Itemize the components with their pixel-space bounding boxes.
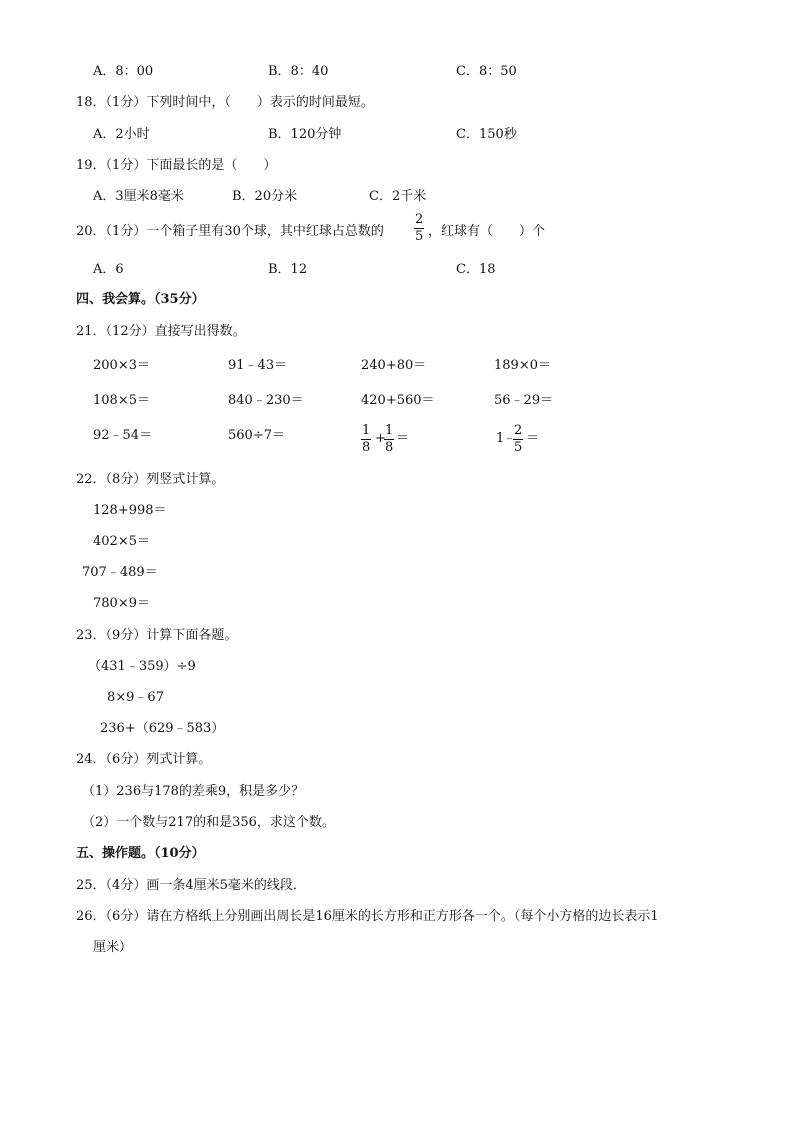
q17-option-a: A．8：00	[93, 64, 154, 79]
q19-stem: 19．（1分）下面最长的是（ ）	[76, 158, 277, 173]
q19-option-b: B．20分米	[232, 189, 298, 204]
q20-stem-after: ，红球有（ ）个	[428, 224, 546, 239]
q21-frac-a-first	[361, 424, 371, 455]
q20-fraction-numerator: 2	[415, 212, 424, 227]
q21-frac-a-d2: 8	[385, 440, 394, 455]
q21-r3-c2: 560÷7＝	[228, 428, 285, 443]
q23-item-3: 236+（629﹣583）	[100, 721, 225, 736]
q22-item-1: 128+998＝	[93, 503, 167, 518]
q18-option-c: C．150秒	[456, 127, 517, 142]
q19-option-a: A．3厘米8毫米	[93, 189, 184, 204]
q21-r2-c4: 56﹣29＝	[494, 393, 554, 408]
q21-r1-c2: 91﹣43＝	[228, 358, 288, 373]
q21-frac-a-eq: ＝	[396, 431, 410, 446]
q21-r1-c3: 240+80＝	[361, 358, 427, 373]
q20-stem-before: 20．（1分）一个箱子里有30个球，其中红球占总数的	[76, 224, 384, 239]
q21-frac-a-second	[384, 424, 394, 455]
q21-frac-b-n: 2	[514, 423, 523, 438]
q18-option-a: A．2小时	[93, 127, 150, 142]
q21-frac-b-fraction	[513, 424, 523, 455]
q21-r1-c4: 189×0＝	[494, 358, 551, 373]
q24-stem: 24．（6分）列式计算。	[76, 752, 212, 767]
q21-frac-b-whole: 1	[496, 431, 505, 446]
q18-stem: 18．（1分）下列时间中，（ ）表示的时间最短。	[76, 95, 374, 110]
q21-frac-a-d1: 8	[362, 440, 371, 455]
q21-frac-b-d: 5	[514, 440, 523, 455]
q21-r2-c3: 420+560＝	[361, 393, 435, 408]
q21-r3-c1: 92﹣54＝	[93, 428, 153, 443]
q20-fraction	[414, 213, 424, 244]
q22-stem: 22．（8分）列竖式计算。	[76, 472, 225, 487]
q21-frac-a-n2: 1	[385, 423, 394, 438]
q26-stem-line-2: 厘米）	[93, 940, 133, 955]
q19-option-c: C．2千米	[369, 189, 427, 204]
q22-item-2: 402×5＝	[93, 534, 150, 549]
q22-item-3: 707﹣489＝	[82, 565, 158, 580]
q26-stem-line-1: 26．（6分）请在方格纸上分别画出周长是16厘米的长方形和正方形各一个。（每个小方格的边长表示1	[76, 909, 659, 924]
q21-frac-a-op: +	[375, 431, 386, 446]
q23-item-1: （431﹣359）÷9	[88, 659, 196, 674]
q25-stem: 25．（4分）画一条4厘米5毫米的线段．	[76, 878, 306, 893]
q23-item-2: 8×9﹣67	[107, 690, 164, 705]
q24-item-1: （1）236与178的差乘9，积是多少？	[82, 784, 305, 799]
q22-item-4: 780×9＝	[93, 596, 150, 611]
q23-stem: 23．（9分）计算下面各题。	[76, 628, 238, 643]
q21-stem: 21．（12分）直接写出得数。	[76, 324, 246, 339]
q21-frac-b-op: ﹣	[503, 431, 517, 446]
section-5-title: 五、操作题。（10分）	[76, 846, 205, 861]
q20-fraction-denominator: 5	[415, 229, 424, 244]
q17-option-b: B．8：40	[268, 64, 329, 79]
q24-item-2: （2）一个数与217的和是356，求这个数。	[82, 815, 335, 830]
q21-frac-b-eq: ＝	[526, 431, 540, 446]
section-4-title: 四、我会算。（35分）	[76, 292, 205, 307]
q18-option-b: B．120分钟	[268, 127, 342, 142]
q21-r2-c1: 108×5＝	[93, 393, 150, 408]
q21-frac-a-n1: 1	[362, 423, 371, 438]
q17-option-c: C．8：50	[456, 64, 517, 79]
q20-option-c: C．18	[456, 262, 496, 277]
q20-option-b: B．12	[268, 262, 308, 277]
q21-r2-c2: 840﹣230＝	[228, 393, 304, 408]
q21-r1-c1: 200×3＝	[93, 358, 150, 373]
q20-option-a: A．6	[93, 262, 124, 277]
